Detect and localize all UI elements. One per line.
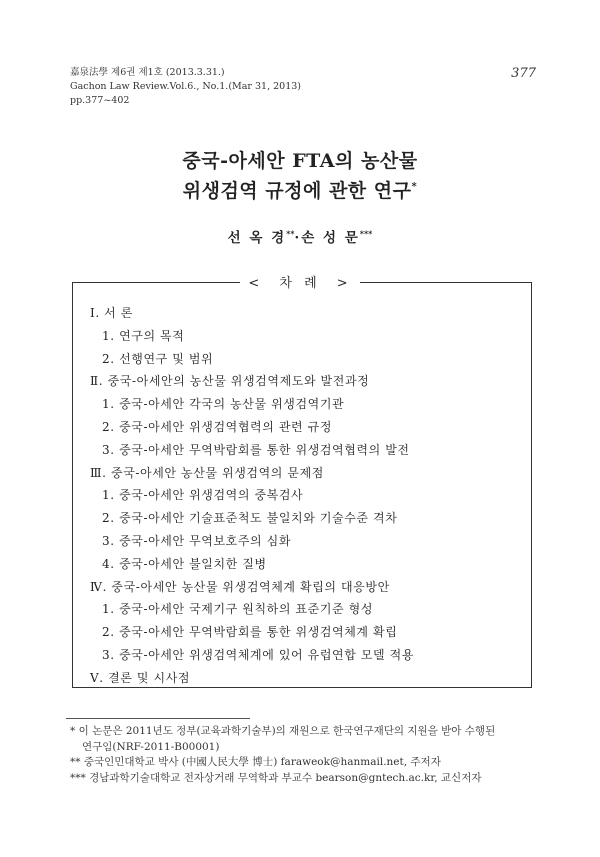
- toc-subsection: 1. 연구의 목적: [102, 328, 185, 343]
- toc-subsection: 3. 중국-아세안 위생검역체계에 있어 유럽연합 모델 적용: [102, 647, 415, 662]
- author-2: 손 성 문: [301, 230, 360, 246]
- footnote-1-continued: 연구임(NRF-2011-B00001): [82, 740, 220, 753]
- toc-heading-label: < 차 례 >: [240, 276, 359, 291]
- paper-title-line2-text: 위생검역 규정에 관한 연구: [182, 180, 412, 202]
- toc-subsection: 2. 중국-아세안 위생검역협력의 관련 규정: [102, 419, 333, 434]
- journal-header: [70, 66, 301, 108]
- toc-section: Ⅴ. 결론 및 시사점: [90, 670, 191, 685]
- toc-section: Ⅲ. 중국-아세안 농산물 위생검역의 문제점: [90, 465, 324, 480]
- footnotes: [70, 724, 540, 786]
- footnote-3: *** 경남과학기술대학교 전자상거래 무역학과 부교수 bearson@gntech.ac.kr, 교신저자: [70, 771, 482, 784]
- toc-section: Ⅰ. 서 론: [90, 306, 133, 320]
- toc-section: Ⅱ. 중국-아세안의 농산물 위생검역제도와 발전과정: [90, 374, 370, 389]
- paper-title-line2: [0, 176, 600, 203]
- toc-subsection: 3. 중국-아세안 무역박람회를 통한 위생검역협력의 발전: [102, 442, 410, 457]
- toc-subsection: 3. 중국-아세안 무역보호주의 심화: [102, 533, 292, 548]
- title-footnote-mark: *: [411, 181, 418, 193]
- footnote-1: * 이 논문은 2011년도 정부(교육과학기술부)의 재원으로 한국연구재단의 지원을 받아 수행된: [70, 725, 496, 737]
- page-number: 377: [511, 66, 536, 81]
- journal-header-pages: pp.377~402: [70, 95, 130, 106]
- toc-subsection: 1. 중국-아세안 국제기구 원칙하의 표준기준 형성: [102, 602, 374, 617]
- toc-subsection: 2. 중국-아세안 무역박람회를 통한 위생검역체계 확립: [102, 625, 398, 640]
- toc-subsection: 1. 중국-아세안 위생검역의 중복검사: [102, 488, 304, 503]
- toc-section: Ⅳ. 중국-아세안 농산물 위생검역체계 확립의 대응방안: [90, 579, 390, 594]
- toc-heading-text: 차 례: [271, 276, 328, 291]
- toc-subsection: 4. 중국-아세안 불일치한 질병: [102, 556, 267, 571]
- footnote-2: ** 중국인민대학교 박사 (中國人民大學 博士) faraweok@hanmail.net, 주저자: [70, 756, 441, 768]
- toc-list: [90, 302, 414, 690]
- toc-subsection: 2. 중국-아세안 기술표준척도 불일치와 기술수준 격차: [102, 511, 398, 526]
- footnote-divider: [66, 718, 250, 719]
- paper-title-line1: 중국-아세안 FTA의 농산물: [182, 150, 418, 172]
- journal-header-english: Gachon Law Review.Vol.6., No.1.(Mar 31, 2013): [70, 81, 301, 92]
- author-2-footnote-mark: ***: [359, 228, 373, 239]
- author-line: [0, 226, 600, 246]
- author-1-footnote-mark: **: [286, 228, 295, 239]
- toc-subsection: 1. 중국-아세안 각국의 농산물 위생검역기관: [102, 397, 345, 412]
- author-1: 선 옥 경: [227, 230, 287, 246]
- journal-header-korean: 嘉泉法學 제6권 제1호 (2013.3.31.): [70, 67, 225, 78]
- toc-heading: [0, 272, 600, 291]
- author-separator: ·: [294, 230, 302, 246]
- toc-subsection: 2. 선행연구 및 범위: [102, 351, 214, 366]
